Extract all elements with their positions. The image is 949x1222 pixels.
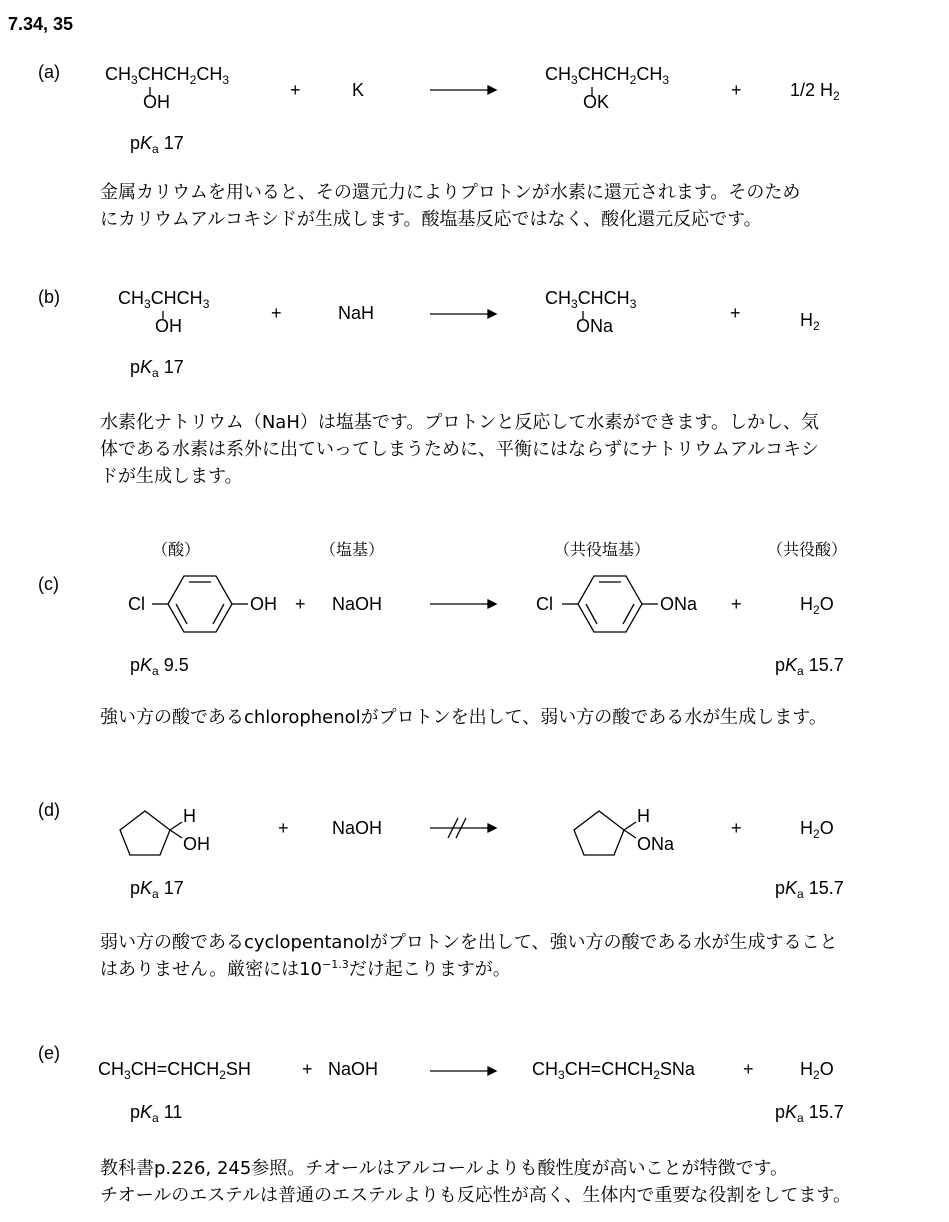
cyclopentane-reactant (120, 811, 182, 855)
reagent-d: NaOH (332, 818, 383, 838)
label-d: (d) (38, 800, 60, 820)
product-e: $CH_3CH=CHCH_2SNa$ (532, 1059, 695, 1082)
reactant-c-oh: OH (250, 594, 277, 614)
note-e-1: 教科書p.226, 245参照。チオールはアルコールよりも酸性度が高いことが特徴です。 (100, 1158, 789, 1179)
note-a-2: にカリウムアルコキシドが生成します。酸塩基反応ではなく、酸化還元反応です。 (100, 209, 762, 230)
reactant-d-oh: OH (183, 834, 210, 854)
plus-b-1: + (271, 303, 282, 323)
byproduct-d: $H_2O$ (800, 818, 834, 841)
product-c-ona: ONa (660, 594, 698, 614)
note-c-1: 強い方の酸であるchlorophenolがプロトンを出して、弱い方の酸である水が生成します。 (100, 707, 827, 728)
plus-c-1: + (295, 594, 306, 614)
product-a-ok: OK (583, 92, 610, 112)
plus-e-1: + (302, 1059, 313, 1079)
pka-e-byproduct: $pK_a$ 15.7 (775, 1102, 844, 1125)
benzene-ring-reactant (152, 576, 248, 632)
reaction-arrow-d-no-reaction (430, 818, 496, 838)
role-acid: （酸） (152, 540, 201, 559)
plus-a-2: + (731, 80, 742, 100)
pka-b: $pK_a$ 17 (130, 357, 184, 380)
benzene-ring-product (562, 576, 658, 632)
reagent-c: NaOH (332, 594, 383, 614)
plus-e-2: + (743, 1059, 754, 1079)
note-d-2: はありません。厳密には$10^{-1.3}$だけ起こりますが。 (100, 958, 511, 980)
reaction-arrow-b (430, 310, 496, 318)
pka-e-reactant: $pK_a$ 11 (130, 1102, 183, 1125)
plus-d-2: + (731, 818, 742, 838)
role-conjugate-base: （共役塩基） (554, 540, 651, 559)
reaction-arrow-c (430, 600, 496, 608)
product-b: $CH_3CHCH_3$ (545, 288, 637, 311)
reactant-a-oh: OH (143, 92, 170, 112)
reaction-arrow-a (430, 86, 496, 94)
reactant-e: $CH_3CH=CHCH_2SH$ (98, 1059, 251, 1082)
note-d-1: 弱い方の酸であるcyclopentanolがプロトンを出して、強い方の酸である水が生成すること (100, 932, 838, 953)
product-c-cl: Cl (536, 594, 553, 614)
product-d-ona: ONa (637, 834, 675, 854)
product-a: $CH_3CHCH_2CH_3$ (545, 64, 670, 87)
label-a: (a) (38, 62, 60, 82)
reagent-e: NaOH (328, 1059, 379, 1079)
pka-a: $pK_a$ 17 (130, 133, 184, 156)
note-b-1: 水素化ナトリウム（NaH）は塩基です。プロトンと反応して水素ができます。しかし、気 (100, 412, 819, 433)
note-b-2: 体である水素は系外に出ていってしまうために、平衡にはならずにナトリウムアルコキシ (100, 439, 819, 460)
note-e-2: チオールのエステルは普通のエステルよりも反応性が高く、生体内で重要な役割をしてます。 (100, 1185, 851, 1206)
plus-c-2: + (731, 594, 742, 614)
plus-d-1: + (278, 818, 289, 838)
reactant-a: $CH_3CHCH_2CH_3$ (105, 64, 230, 87)
label-b: (b) (38, 287, 60, 307)
role-conjugate-acid: （共役酸） (767, 540, 848, 559)
pka-c-reactant: $pK_a$ 9.5 (130, 655, 189, 678)
plus-a-1: + (290, 80, 301, 100)
note-b-3: ドが生成します。 (100, 466, 243, 487)
reactant-b: $CH_3CHCH_3$ (118, 288, 210, 311)
byproduct-c: $H_2O$ (800, 594, 834, 617)
pka-d-reactant: $pK_a$ 17 (130, 878, 184, 901)
plus-b-2: + (730, 303, 741, 323)
page-title: 7.34, 35 (8, 14, 74, 34)
reaction-arrow-e (430, 1067, 496, 1075)
reagent-b: NaH (338, 303, 375, 323)
note-a-1: 金属カリウムを用いると、その還元力によりプロトンが水素に還元されます。そのため (100, 182, 801, 203)
reactant-c-cl: Cl (128, 594, 145, 614)
reagent-a: K (352, 80, 365, 100)
reactant-d-h: H (183, 806, 196, 826)
pka-c-byproduct: $pK_a$ 15.7 (775, 655, 844, 678)
role-base: （塩基） (320, 540, 385, 559)
cyclopentane-product (574, 811, 636, 855)
byproduct-b: $H_2$ (800, 310, 820, 333)
byproduct-e: $H_2O$ (800, 1059, 834, 1082)
reactant-b-oh: OH (155, 316, 182, 336)
byproduct-a: 1/2 $H_2$ (790, 80, 840, 103)
product-b-ona: ONa (576, 316, 614, 336)
pka-d-byproduct: $pK_a$ 15.7 (775, 878, 844, 901)
product-d-h: H (637, 806, 650, 826)
label-c: (c) (38, 574, 59, 594)
label-e: (e) (38, 1043, 60, 1063)
